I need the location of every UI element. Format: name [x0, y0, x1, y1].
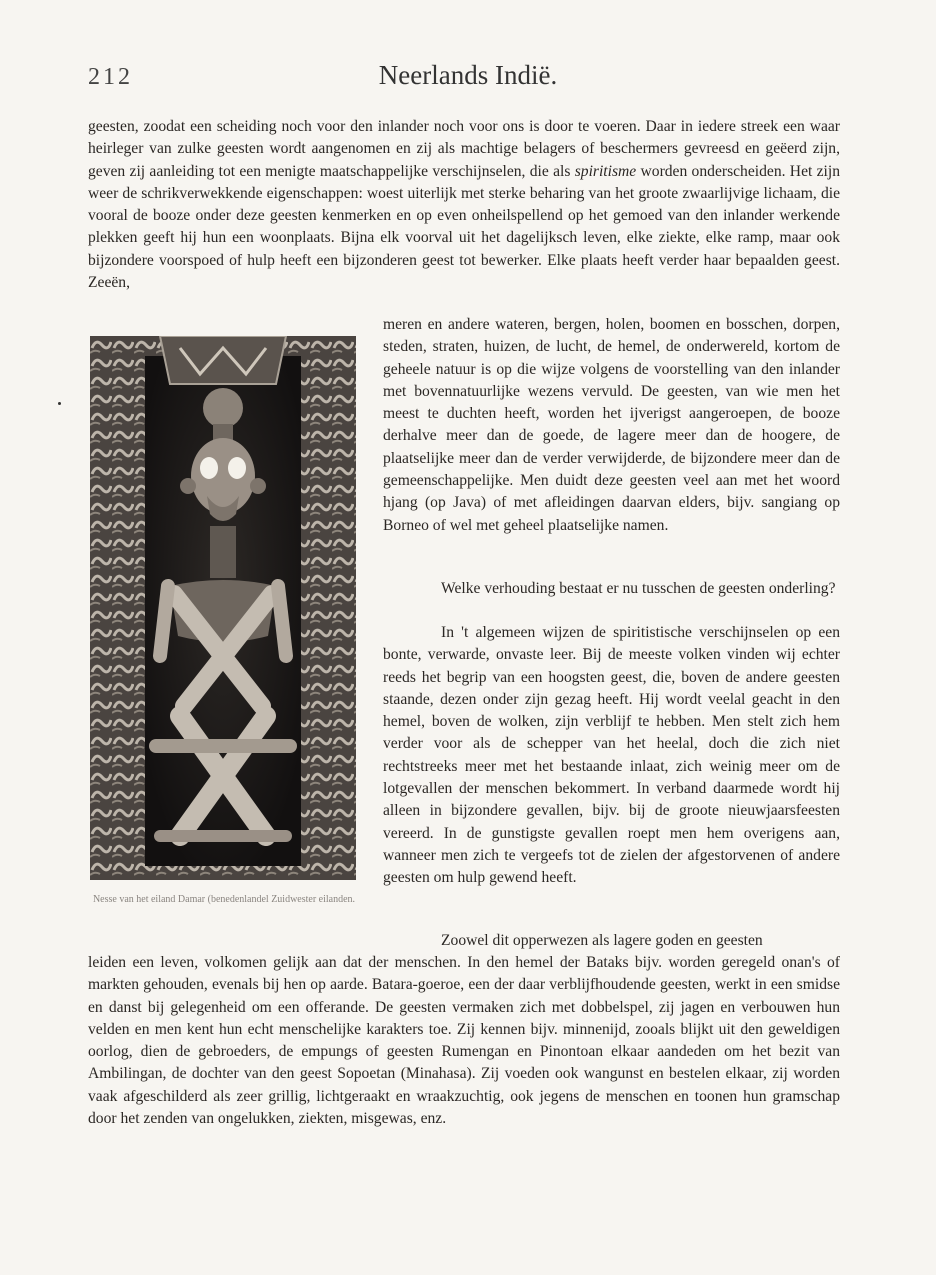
page-number: 212	[88, 64, 133, 90]
paragraph-bottom-lead: Zoowel dit opperwezen als lagere goden en geesten	[441, 932, 763, 949]
paragraph-top-part-b: worden onderscheiden. Het zijn weer de schrikverwekkende eigenschappen: woest uiterlijk met sterke beharing van het groote zwaarlijvige lichaam, die vooral de booze onder deze geesten kenmerken en op even onheilspellend op het gemoed van den inlander werkende plekken geeft hij hun een woonplaats. Bijna elk voorval uit het dagelijksch leven, elke ziekte, elke ramp, maar ook bijzondere voorspoed of hulp heeft een bijzonderen geest tot bewerker. Elke plaats heeft verder haar bepaalden geest. Zeeën,	[88, 162, 840, 292]
paragraph-column-1: meren en andere wateren, bergen, holen, boomen en bosschen, dorpen, steden, straten, huizen, de lucht, de hemel, de onderwereld, kortom de geheele natuur is op die wijze volgens de voorstelling van den inlander met bovennatuurlijke wezens vervuld. De geesten, van wie men het meest te duchten heeft, worden het ijverigst aangeroepen, de booze derhalve meer dan de goede, de lagere meer dan de hoogere, de plaatselijke meer dan de verder verwijderde, de bijzondere meer dan de gemeenschappelijke. Men duidt deze geesten veel aan met het woord hjang (op Java) of met afleidingen daarvan elders, bijv. sangiang op Borneo of wel met geheel plaatselijke namen.	[383, 316, 840, 534]
paragraph-column-3: In 't algemeen wijzen de spiritistische verschijnselen op een bonte, verwarde, onvaste leer. Bij de meeste volken vinden wij echter reeds het begrip van een hoogsten geest, die, boven de andere geesten staande, dezen onder zijn gezag heeft. Hij wordt veelal geacht in den hemel, boven de wolken, zijn verblijf te hebben. Men stelt zich hem verder voor als de schepper van het heelal, doch die zich niet rechtstreeks meer met het bestaande inlaat, zich weinig meer om de lotgevallen der menschen bekommert. In verband daarmede wordt hij alleen in bijzondere gevallen, bijv. bij de groote nieuwjaarsfeesten vereerd. In de gunstigste gevallen roept men hem overigens aan, wanneer men zich te vergeefs tot de zielen der afgestorvenen of andere geesten om hulp gewend heeft.	[383, 624, 840, 887]
figure-caption: Nesse van het eiland Damar (benedenlandel Zuidwester eilanden.	[92, 894, 356, 905]
paragraph-column-2: Welke verhouding bestaat er nu tusschen de geesten onderling?	[441, 580, 836, 597]
paragraph-bottom: leiden een leven, volkomen gelijk aan dat der menschen. In den hemel der Bataks bijv. worden geregeld onan's of markten gehouden, evenals bij hen op aarde. Batara-goeroe, een der daar verblijfhoudende geesten, werkt in een smidse en danst bij gelegenheid om een offerande. De geesten vermaken zich met dobbelspel, zij jagen en verbouwen hun velden en men kent hun echt menschelijke karakters toe. Zij kennen bijv. minnenijd, zooals blijkt uit den geweldigen oorlog, dien de gebroeders, de empungs of geesten Rumengan en Pinontoan elkaar aandeden om het bezit van Ambilingan, de dochter van den geest Sopoetan (Minahasa). Zij voeden ook wangunst en bestelen elkaar, zij worden vaak afgeschilderd als zeer grillig, lichtgeraakt en wraakzuchtig, ook jegens de menschen en toonen hun gramschap door het zenden van ongelukken, ziekten, misgewas, enz.	[88, 954, 840, 1128]
paragraph-top	[88, 116, 840, 294]
figure-photo	[90, 336, 356, 880]
italic-term: spiritisme	[574, 162, 637, 180]
running-title: Neerlands Indië.	[378, 60, 558, 90]
margin-dot	[58, 402, 61, 405]
paragraph-top-part-a: geesten, zoodat een scheiding noch voor den inlander noch voor ons is door te voeren. Daar in iedere streek een waar heirleger van zulke geesten wordt aangenomen en zij als machtige belagers of beschermers gevreesd en geëerd zijn, geven zij aanleiding tot een menigte maatschappelijke verschijnselen, die als	[88, 118, 840, 180]
